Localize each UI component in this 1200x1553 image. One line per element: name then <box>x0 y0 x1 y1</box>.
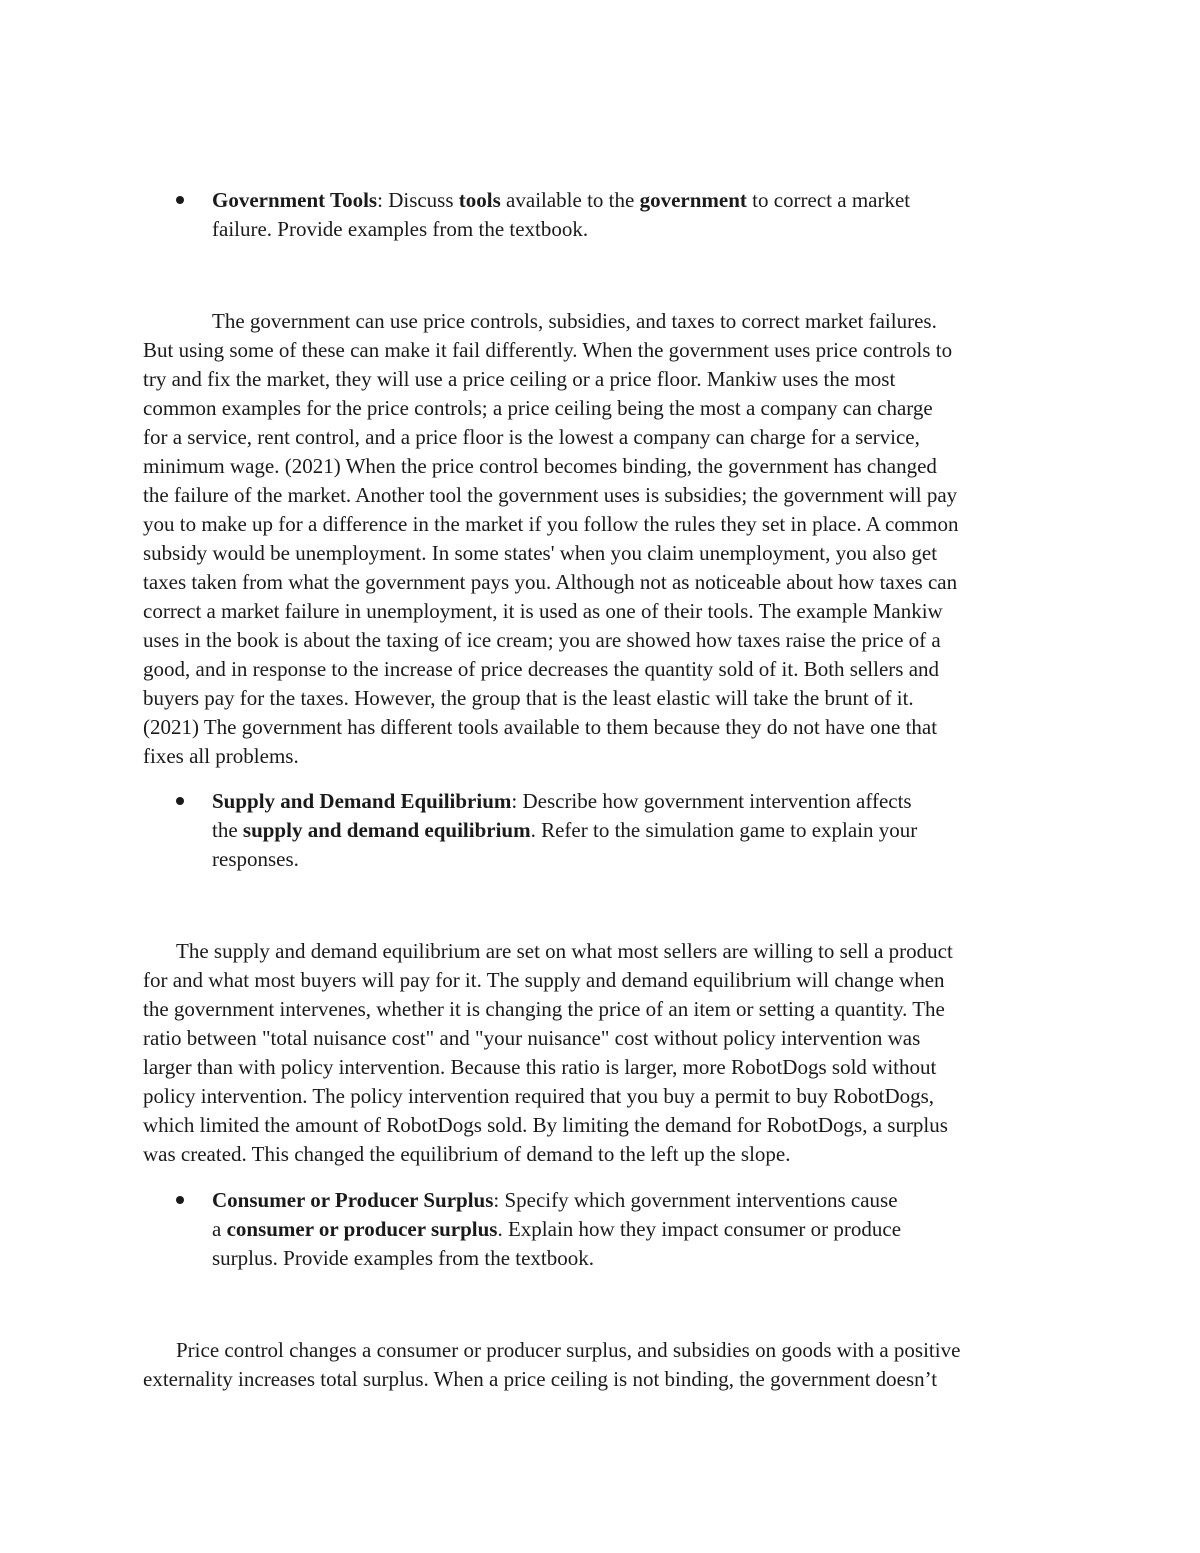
answer-line: the failure of the market. Another tool the government uses is subsidies; the government will pay <box>143 483 958 507</box>
prompt-line: Supply and Demand Equilibrium: Describe how government intervention affects <box>212 789 912 813</box>
answer-line: you to make up for a difference in the market if you follow the rules they set in place. A common <box>143 512 959 536</box>
prompt-supply-demand <box>212 787 1032 874</box>
answer-line: correct a market failure in unemployment, it is used as one of their tools. The example Mankiw <box>143 599 943 623</box>
prompt-line: Government Tools: Discuss tools available to the government to correct a market <box>212 188 911 212</box>
answer-line: the government intervenes, whether it is changing the price of an item or setting a quantity. The <box>143 997 945 1021</box>
answer-line: Price control changes a consumer or producer surplus, and subsidies on goods with a positive <box>176 1338 961 1362</box>
answer-line: policy intervention. The policy intervention required that you buy a permit to buy RobotDogs, <box>143 1084 935 1108</box>
answer-line: The government can use price controls, subsidies, and taxes to correct market failures. <box>212 309 937 333</box>
prompt-heading: Consumer or Producer Surplus <box>212 1188 494 1212</box>
answer-line: which limited the amount of RobotDogs sold. By limiting the demand for RobotDogs, a surplus <box>143 1113 948 1137</box>
prompt-line: surplus. Provide examples from the textbook. <box>212 1246 595 1270</box>
answer-line: subsidy would be unemployment. In some states' when you claim unemployment, you also get <box>143 541 938 565</box>
answer-consumer-producer-surplus <box>143 1336 1063 1394</box>
bullet-icon <box>176 1196 184 1204</box>
answer-line: minimum wage. (2021) When the price control becomes binding, the government has changed <box>143 454 937 478</box>
answer-line: uses in the book is about the taxing of ice cream; you are showed how taxes raise the price of a <box>143 628 941 652</box>
answer-line: for a service, rent control, and a price floor is the lowest a company can charge for a service, <box>143 425 920 449</box>
answer-line: (2021) The government has different tools available to them because they do not have one that <box>143 715 938 739</box>
answer-line: for and what most buyers will pay for it. The supply and demand equilibrium will change when <box>143 968 945 992</box>
prompt-line: the supply and demand equilibrium. Refer to the simulation game to explain your <box>212 818 918 842</box>
answer-line: fixes all problems. <box>143 744 299 768</box>
answer-line: was created. This changed the equilibrium of demand to the left up the slope. <box>143 1142 791 1166</box>
answer-government-tools <box>143 307 1063 771</box>
prompt-consumer-producer-surplus <box>212 1186 1032 1273</box>
answer-line: larger than with policy intervention. Because this ratio is larger, more RobotDogs sold without <box>143 1055 937 1079</box>
answer-line: buyers pay for the taxes. However, the group that is the least elastic will take the brunt of it. <box>143 686 914 710</box>
prompt-line: failure. Provide examples from the textbook. <box>212 217 589 241</box>
answer-line: But using some of these can make it fail differently. When the government uses price controls to <box>143 338 953 362</box>
prompt-heading: Supply and Demand Equilibrium <box>212 789 512 813</box>
answer-line: common examples for the price controls; a price ceiling being the most a company can charge <box>143 396 933 420</box>
prompt-line: a consumer or producer surplus. Explain how they impact consumer or produce <box>212 1217 902 1241</box>
answer-line: good, and in response to the increase of price decreases the quantity sold of it. Both sellers and <box>143 657 940 681</box>
bullet-icon <box>176 196 184 204</box>
bullet-icon <box>176 797 184 805</box>
prompt-line: Consumer or Producer Surplus: Specify which government interventions cause <box>212 1188 898 1212</box>
answer-line: The supply and demand equilibrium are set on what most sellers are willing to sell a product <box>176 939 953 963</box>
answer-supply-demand <box>143 937 1063 1169</box>
answer-line: ratio between "total nuisance cost" and "your nuisance" cost without policy intervention was <box>143 1026 921 1050</box>
answer-line: try and fix the market, they will use a price ceiling or a price floor. Mankiw uses the most <box>143 367 896 391</box>
prompt-line: responses. <box>212 847 299 871</box>
answer-line: externality increases total surplus. When a price ceiling is not binding, the government doesn’t <box>143 1367 938 1391</box>
prompt-heading: Government Tools <box>212 188 378 212</box>
answer-line: taxes taken from what the government pays you. Although not as noticeable about how taxes can <box>143 570 958 594</box>
prompt-government-tools <box>212 186 1032 244</box>
